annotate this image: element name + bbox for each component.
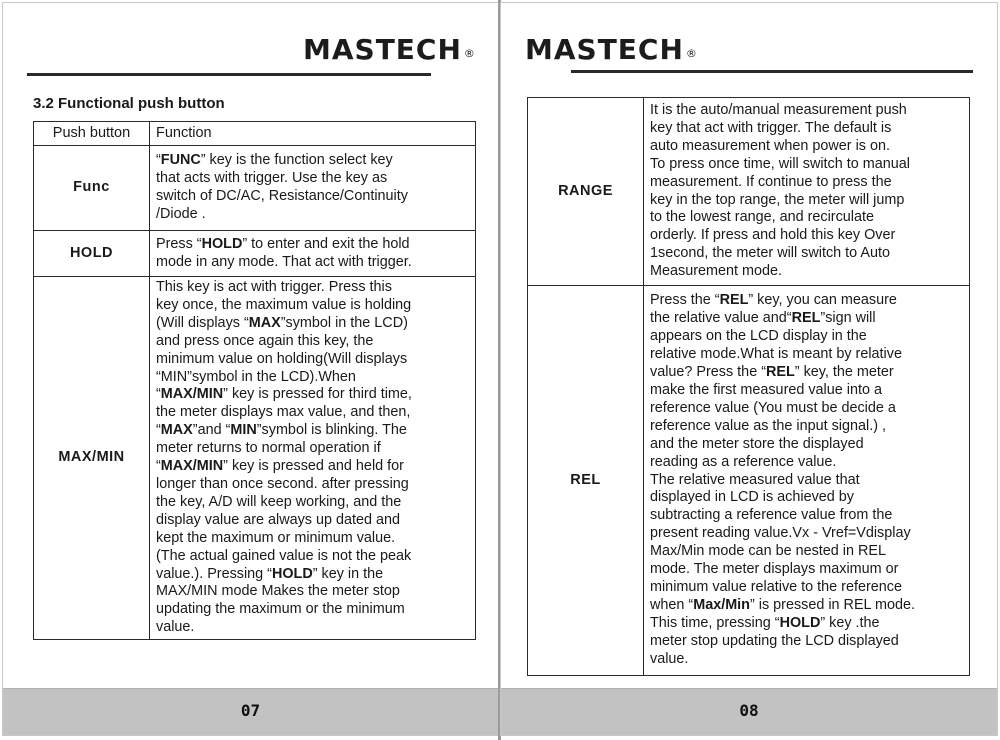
- key-name: REL: [791, 310, 821, 327]
- page-footer: [501, 688, 997, 735]
- key-name: MAX/MIN: [160, 458, 224, 475]
- registered-mark: ®: [463, 47, 476, 60]
- key-name: MAX: [160, 422, 193, 439]
- key-name: MIN: [230, 422, 257, 439]
- button-description: Press “HOLD” to enter and exit the hold mode in any mode. That act with trigger.: [150, 231, 476, 277]
- registered-mark: ®: [685, 47, 698, 60]
- button-description: Press the “REL” key, you can measure the relative value and“REL”sign will appears on the LCD display in the relative mode.What is meant by relative value? Press the “REL” key, the meter make the first measured value into a reference value (You must be decide a reference value as the input signal.) , and the meter store the displayed reading as a reference value. The relative measured value that displayed in LCD is achieved by subtracting a reference value from the present reading value.Vx - Vref=Vdisplay Max/Min mode can be nested in REL mode. The meter displays maximum or minimum value relative to the reference when “Max/Min” is pressed in REL mode. This time, pressing “HOLD” key .the meter stop updating the LCD displayed value.: [644, 286, 970, 676]
- table-header-row: [34, 122, 476, 146]
- page-number: 07: [240, 701, 261, 720]
- button-description: “FUNC” key is the function select key that acts with trigger. Use the key as switch of DC/AC, Resistance/Continuity /Diode .: [150, 146, 476, 231]
- button-description: It is the auto/manual measurement push key that act with trigger. The default is auto measurement when power is on. To press once time, will switch to manual measurement. If continue to press the key in the top range, the meter will jump to the lowest range, and recirculate orderly. If press and hold this key Over 1second, the meter will switch to Auto Measurement mode.: [644, 98, 970, 286]
- button-name: Func: [34, 146, 150, 231]
- left-page: [2, 2, 499, 736]
- key-name: HOLD: [779, 614, 821, 631]
- header-rule: [27, 73, 431, 76]
- right-page: [500, 2, 998, 736]
- key-name: HOLD: [201, 235, 243, 252]
- button-name: HOLD: [34, 231, 150, 277]
- function-table: [527, 97, 970, 676]
- section-title: 3.2 Functional push button: [33, 95, 225, 112]
- button-name: REL: [528, 286, 644, 676]
- key-name: REL: [719, 292, 749, 309]
- table-row: [34, 277, 476, 640]
- header-function: Function: [150, 122, 476, 146]
- header-push-button: Push button: [34, 122, 150, 146]
- function-table: [33, 121, 476, 640]
- key-name: REL: [765, 364, 795, 381]
- brand-logo: [525, 33, 698, 66]
- button-name: RANGE: [528, 98, 644, 286]
- button-name: MAX/MIN: [34, 277, 150, 640]
- table-row: [34, 231, 476, 277]
- brand-logo: [303, 33, 476, 66]
- key-name: HOLD: [271, 565, 313, 582]
- page-number: 08: [739, 701, 759, 720]
- key-name: Max/Min: [693, 596, 750, 613]
- page-footer: [3, 688, 498, 735]
- key-name: MAX: [248, 314, 281, 331]
- key-name: MAX/MIN: [160, 386, 224, 403]
- header-rule: [571, 70, 973, 73]
- key-name: FUNC: [160, 152, 201, 169]
- brand-name: MASTECH: [303, 33, 462, 66]
- table-row: [34, 146, 476, 231]
- table-row: [528, 98, 970, 286]
- button-description: This key is act with trigger. Press this key once, the maximum value is holding (Will displays “MAX”symbol in the LCD) and press once again this key, the minimum value on holding(Will displays “MIN”symbol in the LCD).When “MAX/MIN” key is pressed for third time, the meter displays max value, and then, “MAX”and “MIN”symbol is blinking. The meter returns to normal operation if “MAX/MIN” key is pressed and held for longer than once second. after pressing the key, A/D will keep working, and the display value are always up dated and kept the maximum or minimum value. (The actual gained value is not the peak value.). Pressing “HOLD” key in the MAX/MIN mode Makes the meter stop updating the maximum or the minimum value.: [150, 277, 476, 640]
- brand-name: MASTECH: [525, 33, 684, 66]
- table-row: [528, 286, 970, 676]
